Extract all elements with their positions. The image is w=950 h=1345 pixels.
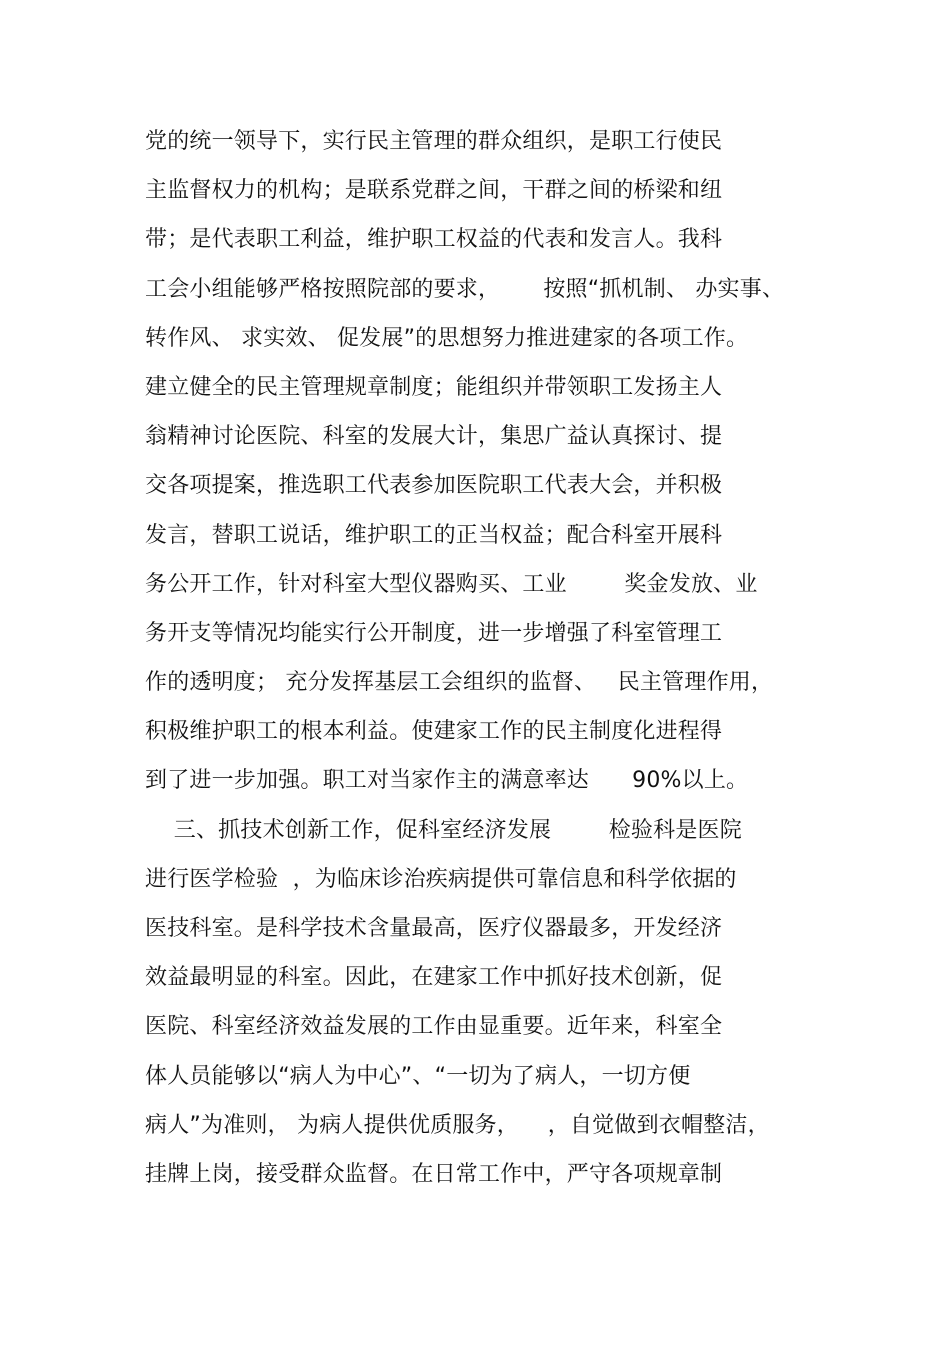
text-line: 主监督权力的机构；是联系党群之间，干群之间的桥梁和纽: [145, 178, 723, 204]
text-line: 进行医学检验 ，为临床诊治疾病提供可靠信息和科学依据的: [145, 866, 737, 892]
body-text: [145, 126, 845, 1208]
text-line: 带；是代表职工利益，维护职工权益的代表和发言人。我科: [145, 227, 723, 253]
text-line: 医院、科室经济效益发展的工作由显重要。近年来，科室全: [145, 1014, 723, 1040]
text-line: 病人”为准则， 为病人提供优质服务， ，自觉做到衣帽整洁，: [145, 1112, 770, 1138]
text-line: 积极维护职工的根本利益。使建家工作的民主制度化进程得: [145, 719, 723, 745]
text-line: 党的统一领导下，实行民主管理的群众组织，是职工行使民: [145, 129, 723, 154]
text-line: 挂牌上岗，接受群众监督。在日常工作中，严守各项规章制: [145, 1161, 723, 1187]
text-line: 转作风、 求实效、 促发展”的思想努力推进建家的各项工作。: [145, 325, 749, 351]
section-heading-line: 三、抓技术创新工作，促科室经济发展 检验科是医院: [145, 817, 742, 843]
text-line: 建立健全的民主管理规章制度；能组织并带领职工发扬主人: [145, 374, 723, 400]
text-line: 务开支等情况均能实行公开制度，进一步增强了科室管理工: [145, 620, 723, 646]
text-line: 到了进一步加强。职工对当家作主的满意率达 90%以上。: [145, 768, 749, 794]
text-line: 体人员能够以“病人为中心”、“一切为了病人，一切方便: [145, 1063, 691, 1089]
text-line: 医技科室。是科学技术含量最高，医疗仪器最多，开发经济: [145, 916, 723, 941]
text-line: 务公开工作，针对科室大型仪器购买、工业 奖金发放、业: [145, 571, 758, 597]
text-line: 工会小组能够严格按照院部的要求， 按照“抓机制、 办实事、: [145, 276, 785, 302]
text-line: 翁精神讨论医院、科室的发展大计，集思广益认真探讨、提: [145, 424, 723, 450]
text-line: 效益最明显的科室。因此，在建家工作中抓好技术创新，促: [145, 965, 723, 991]
text-line: 交各项提案，推选职工代表参加医院职工代表大会，并积极: [145, 473, 723, 499]
text-line: 发言，替职工说话，维护职工的正当权益；配合科室开展科: [145, 522, 723, 548]
text-line: 作的透明度； 充分发挥基层工会组织的监督、 民主管理作用，: [145, 670, 774, 696]
